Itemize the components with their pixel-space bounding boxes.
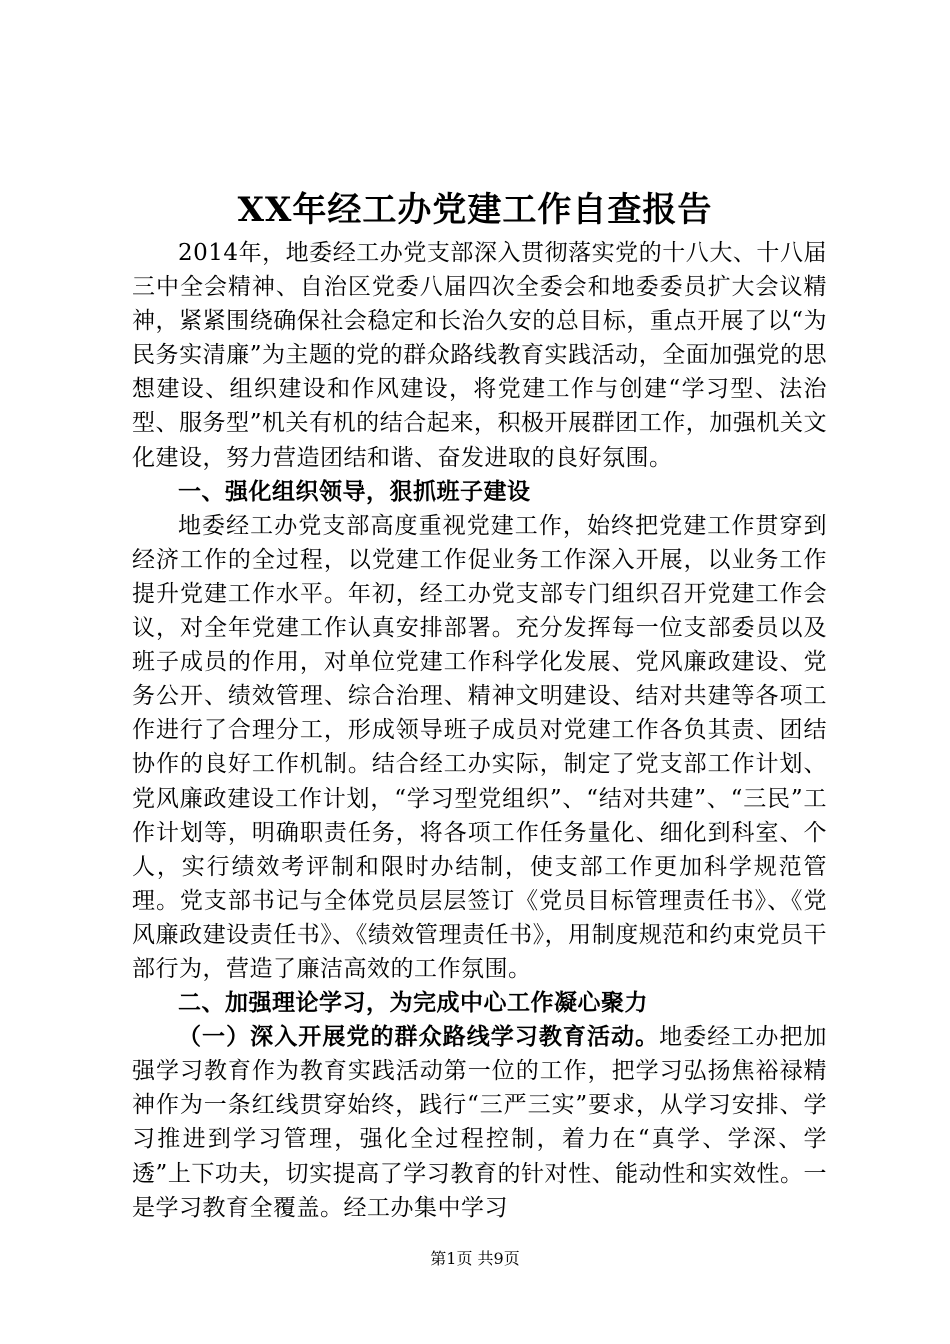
document-body	[132, 236, 827, 1225]
section-2-heading: 二、加强理论学习，为完成中心工作凝心聚力	[178, 989, 648, 1017]
page-number: 第1页 共9页	[430, 1249, 520, 1268]
section-1-paragraph: 地委经工办党支部高度重视党建工作，始终把党建工作贯穿到经济工作的全过程，以党建工作促业务工作深入开展，以业务工作提升党建工作水平。年初，经工办党支部专门组织召开党建工作会议，对全年党建工作认真安排部署。充分发挥每一位支部委员以及班子成员的作用，对单位党建工作科学化发展、党风廉政建设、党务公开、绩效管理、综合治理、精神文明建设、结对共建等各项工作进行了合理分工，形成领导班子成员对党建工作各负其责、团结协作的良好工作机制。结合经工办实际，制定了党支部工作计划、党风廉政建设工作计划，“学习型党组织”、“结对共建”、“三民”工作计划等，明确职责任务，将各项工作任务量化、细化到科室、个人，实行绩效考评制和限时办结制，使支部工作更加科学规范管理。党支部书记与全体党员层层签订《党员目标管理责任书》、《党风廉政建设责任书》、《绩效管理责任书》，用制度规范和约束党员干部行为，营造了廉洁高效的工作氛围。	[132, 512, 827, 982]
section-1-heading: 一、强化组织领导，狠抓班子建设	[178, 477, 531, 505]
document-title: XX年经工办党建工作自查报告	[237, 190, 713, 230]
subsection-lead: （一）深入开展党的群众路线学习教育活动。	[178, 1023, 660, 1051]
subsection-text: 地委经工办把加强学习教育作为教育实践活动第一位的工作，把学习弘扬焦裕禄精神作为一条红线贯穿始终，践行“三严三实”要求，从学习安排、学习推进到学习管理，强化全过程控制，着力在“真学、学深、学透”上下功夫，切实提高了学习教育的针对性、能动性和实效性。一是学习教育全覆盖。经工办集中学习	[132, 1024, 828, 1221]
intro-paragraph: 2014年，地委经工办党支部深入贯彻落实党的十八大、十八届三中全会精神、自治区党委八届四次全委会和地委委员扩大会议精神，紧紧围绕确保社会稳定和长治久安的总目标，重点开展了以“为民务实清廉”为主题的党的群众路线教育实践活动，全面加强党的思想建设、组织建设和作风建设，将党建工作与创建“学习型、法治型、服务型”机关有机的结合起来，积极开展群团工作，加强机关文化建设，努力营造团结和谐、奋发进取的良好氛围。	[132, 240, 827, 471]
section-2-subsection-paragraph	[132, 1020, 827, 1225]
